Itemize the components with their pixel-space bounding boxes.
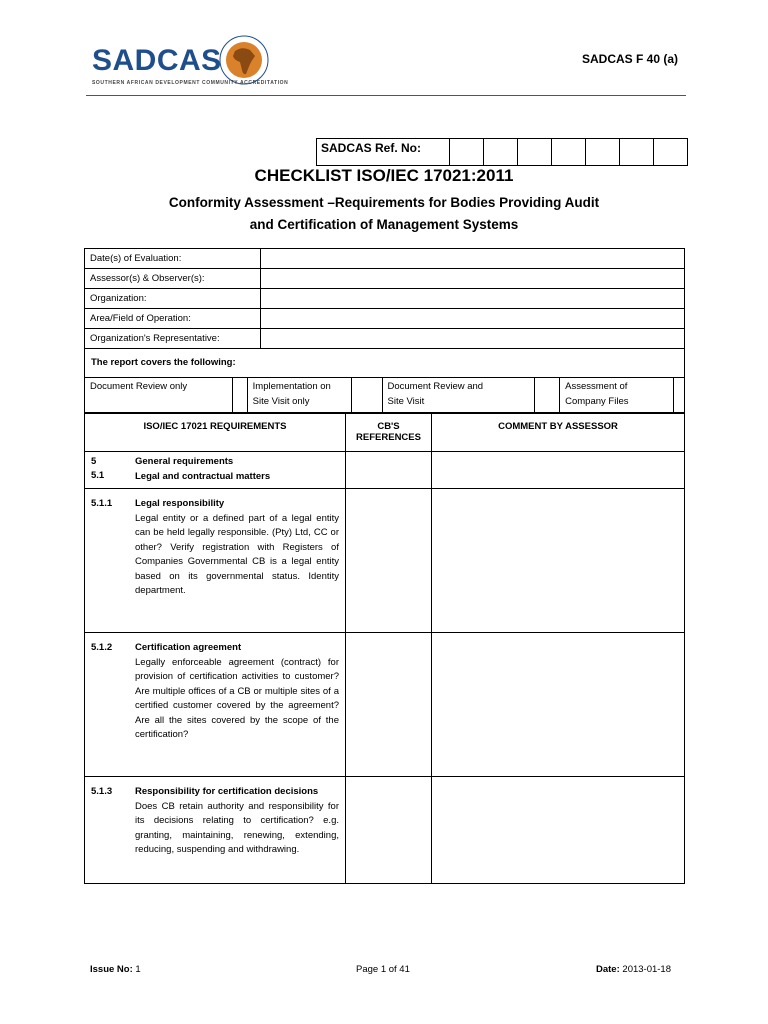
requirement-cell (85, 633, 346, 777)
subtitle-line-2: and Certification of Management Systems (249, 217, 519, 232)
ref-box[interactable] (518, 139, 552, 166)
assessor-comment-field[interactable] (432, 489, 685, 633)
ref-box[interactable] (586, 139, 620, 166)
info-value-field[interactable] (261, 309, 685, 329)
requirements-table (84, 412, 685, 884)
issue-label: Issue No: (90, 964, 133, 975)
info-value-field[interactable] (261, 329, 685, 349)
option-label (85, 378, 233, 414)
option-text: Document Review and (387, 381, 484, 392)
col-header-cb-references (346, 413, 432, 452)
date-value: 2013-01-18 (622, 964, 672, 975)
assessor-comment-field[interactable] (432, 633, 685, 777)
option-checkbox[interactable] (232, 378, 247, 414)
option-text: Site Visit (387, 396, 425, 407)
option-text: Company Files (565, 396, 629, 407)
info-label: Area/Field of Operation: (85, 309, 261, 329)
section-number: 5.1 (91, 470, 105, 481)
section-number: 5 (91, 456, 97, 467)
report-options-table (84, 377, 685, 414)
africa-map-logo-icon (218, 34, 270, 86)
section-number: 5.1.1 (91, 498, 113, 509)
footer-page-number: Page 1 of 41 (356, 964, 410, 975)
evaluation-info-table (84, 248, 685, 349)
report-covers-row (84, 348, 685, 378)
section-heading: Legal and contractual matters (135, 470, 271, 482)
option-label (382, 378, 535, 414)
section-body: Legally enforceable agreement (contract) for provision of certification activities to customer? Are multiple offices of a CB or multiple sites of a certified customer covered by the agreement? Are all the sites covered by the scope of the certification? (135, 656, 339, 740)
section-number: 5.1.2 (91, 642, 113, 653)
table-row (85, 633, 685, 777)
requirement-cell (85, 777, 346, 884)
option-text: Site Visit only (252, 396, 310, 407)
requirement-cell (85, 489, 346, 633)
logo-subtitle: SOUTHERN AFRICAN DEVELOPMENT COMMUNITY ACCREDITATION (92, 80, 289, 86)
report-covers-label: The report covers the following: (91, 357, 236, 368)
section-number: 5.1.3 (91, 786, 113, 797)
col-header-text: CB'S (377, 421, 400, 432)
section-heading: Certification agreement (135, 642, 242, 653)
info-value-field[interactable] (261, 289, 685, 309)
header-divider (86, 95, 686, 96)
option-checkbox[interactable] (351, 378, 382, 414)
cb-reference-field[interactable] (346, 777, 432, 884)
assessor-comment-field[interactable] (432, 452, 685, 489)
option-text: Implementation on (252, 381, 331, 392)
option-checkbox[interactable] (674, 378, 685, 414)
ref-box[interactable] (484, 139, 518, 166)
footer-date (596, 964, 671, 975)
col-header-requirements: ISO/IEC 17021 REQUIREMENTS (85, 413, 346, 452)
ref-label: SADCAS Ref. No: (317, 139, 450, 166)
section-heading: General requirements (135, 456, 234, 467)
footer-issue (90, 964, 141, 975)
subtitle-line-1: Conformity Assessment –Requirements for Bodies Providing Audit (168, 195, 600, 210)
form-code: SADCAS F 40 (a) (582, 52, 679, 66)
option-label (247, 378, 351, 414)
ref-box[interactable] (552, 139, 586, 166)
issue-value: 1 (135, 964, 141, 975)
ref-box[interactable] (654, 139, 688, 166)
section-body: Does CB retain authority and responsibility for its decisions relating to certification? e.g. granting, maintaining, renewing, extending, reducing, suspending and withdrawing. (135, 800, 339, 855)
section-heading: Responsibility for certification decisions (135, 786, 319, 797)
option-label (560, 378, 674, 414)
assessor-comment-field[interactable] (432, 777, 685, 884)
info-value-field[interactable] (261, 249, 685, 269)
logo-text: SADCAS (92, 44, 222, 77)
col-header-comment: COMMENT BY ASSESSOR (432, 413, 685, 452)
cb-reference-field[interactable] (346, 452, 432, 489)
date-label: Date: (596, 964, 620, 975)
cb-reference-field[interactable] (346, 633, 432, 777)
section-heading: Legal responsibility (135, 498, 225, 509)
info-label: Assessor(s) & Observer(s): (85, 269, 261, 289)
col-header-text: REFERENCES (356, 432, 421, 443)
option-text: Assessment of (565, 381, 628, 392)
section-body: Legal entity or a defined part of a legal entity can be held legally responsible. (Pty) Ltd, CC or other? Verify registration with Registers of Companies Governmental CB is a legal entity based on its governmental status. Identity department. (135, 512, 339, 596)
info-value-field[interactable] (261, 269, 685, 289)
option-checkbox[interactable] (535, 378, 560, 414)
info-label: Organization's Representative: (85, 329, 261, 349)
info-label: Organization: (85, 289, 261, 309)
document-title: CHECKLIST ISO/IEC 17021:2011 (254, 166, 514, 185)
option-text: Document Review only (90, 381, 188, 392)
ref-number-table (316, 138, 688, 166)
table-row (85, 777, 685, 884)
info-label: Date(s) of Evaluation: (85, 249, 261, 269)
table-row (85, 489, 685, 633)
ref-box[interactable] (620, 139, 654, 166)
requirement-cell (85, 452, 346, 489)
cb-reference-field[interactable] (346, 489, 432, 633)
table-row (85, 452, 685, 489)
document-subtitle (0, 192, 768, 236)
ref-box[interactable] (450, 139, 484, 166)
